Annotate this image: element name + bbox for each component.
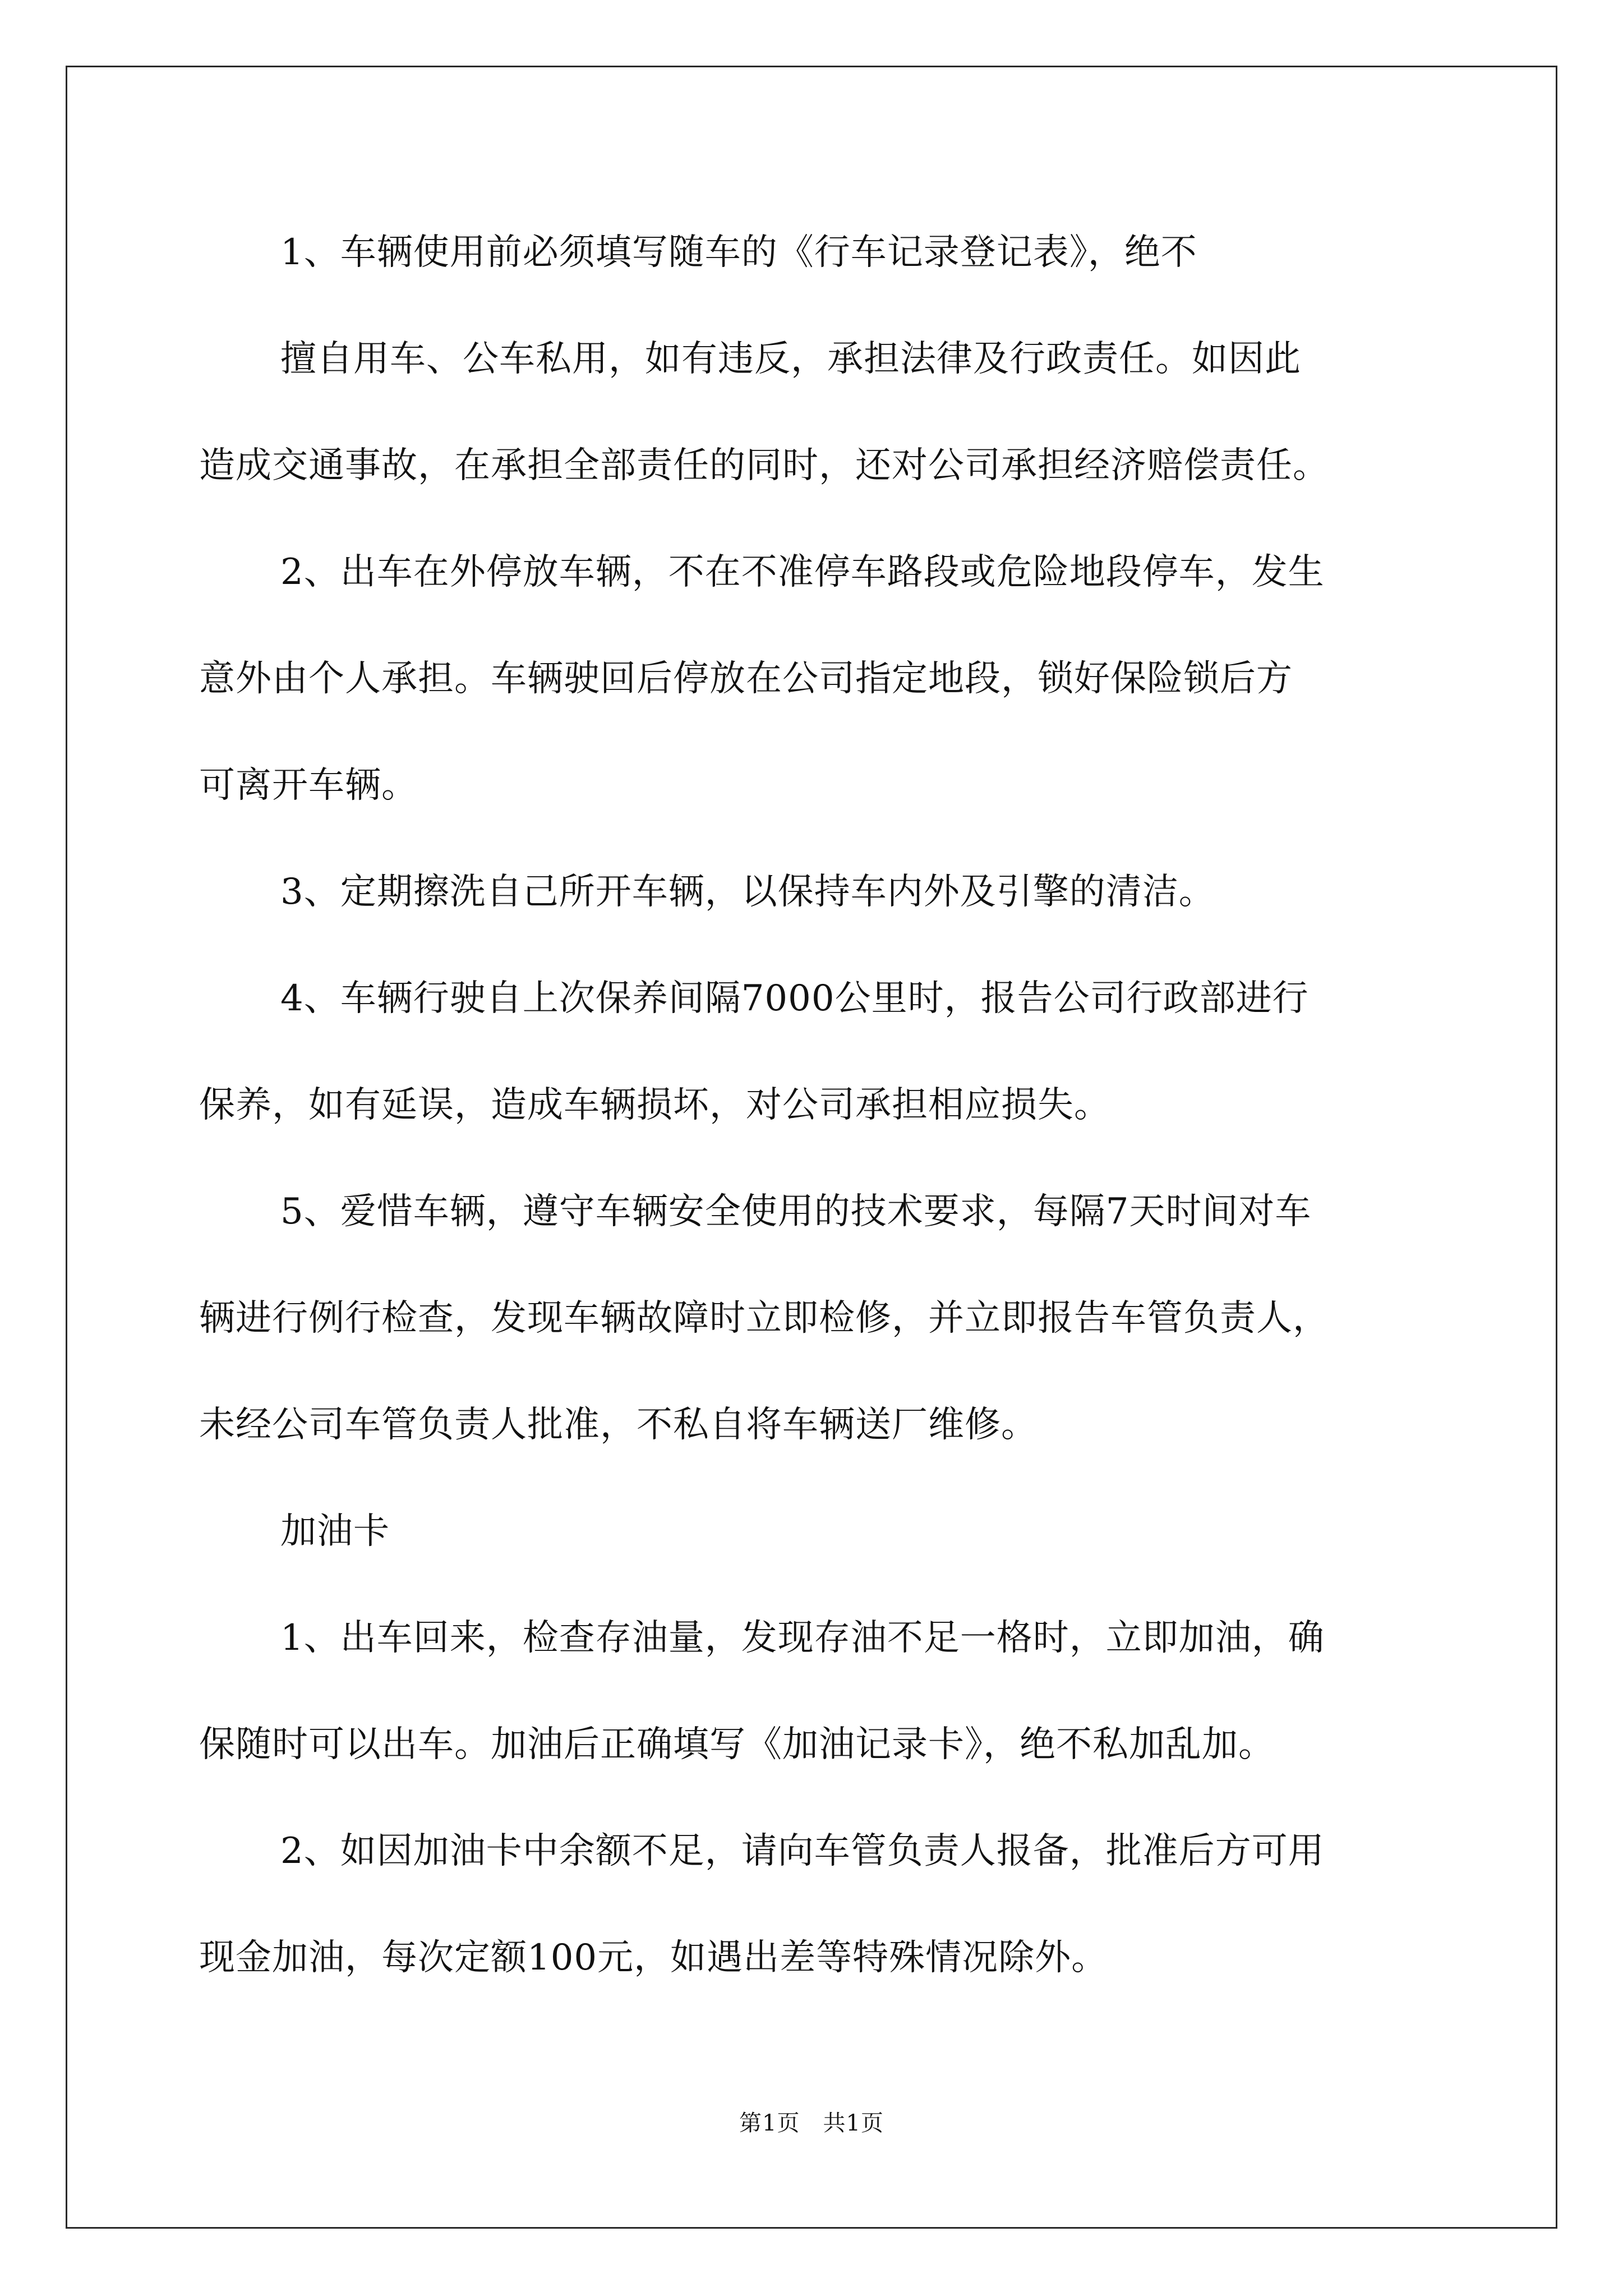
section-heading-fuel-card: 加油卡: [280, 1511, 390, 1552]
fuel-rule-1-line-2: 保随时可以出车。加油后正确填写《加油记录卡》，绝不私加乱加。: [199, 1724, 1275, 1765]
fuel-rule-2-line-1: 2、如因加油卡中余额不足，请向车管负责人报备，批准后方可用: [280, 1830, 1325, 1872]
page-number-footer: 第1页 共1页: [739, 2110, 884, 2136]
rule-1-line-1: 1、车辆使用前必须填写随车的《行车记录登记表》，绝不: [280, 232, 1197, 273]
rule-3-line-1: 3、定期擦洗自己所开车辆，以保持车内外及引擎的清洁。: [280, 871, 1215, 913]
rule-5-line-2: 辆进行例行检查，发现车辆故障时立即检修，并立即报告车管负责人，: [199, 1297, 1329, 1339]
rule-2-line-3: 可离开车辆。: [199, 765, 418, 806]
rule-2-line-2: 意外由个人承担。车辆驶回后停放在公司指定地段，锁好保险锁后方: [199, 658, 1293, 700]
rule-4-line-1: 4、车辆行驶自上次保养间隔7000公里时，报告公司行政部进行: [280, 978, 1309, 1019]
rule-5-line-1: 5、爱惜车辆，遵守车辆安全使用的技术要求，每隔7天时间对车: [280, 1191, 1312, 1232]
fuel-rule-1-line-1: 1、出车回来，检查存油量，发现存油不足一格时，立即加油，确: [280, 1617, 1325, 1659]
rule-5-line-3: 未经公司车管负责人批准，不私自将车辆送厂维修。: [199, 1404, 1038, 1446]
rule-4-line-2: 保养，如有延误，造成车辆损坏，对公司承担相应损失。: [199, 1084, 1110, 1126]
page-border: [66, 66, 1557, 2229]
rule-1-line-2: 擅自用车、公车私用，如有违反，承担法律及行政责任。如因此: [280, 338, 1301, 380]
fuel-rule-2-line-2: 现金加油，每次定额100元，如遇出差等特殊情况除外。: [199, 1937, 1108, 1978]
rule-2-line-1: 2、出车在外停放车辆，不在不准停车路段或危险地段停车，发生: [280, 551, 1325, 593]
rule-1-line-3: 造成交通事故，在承担全部责任的同时，还对公司承担经济赔偿责任。: [199, 445, 1329, 486]
